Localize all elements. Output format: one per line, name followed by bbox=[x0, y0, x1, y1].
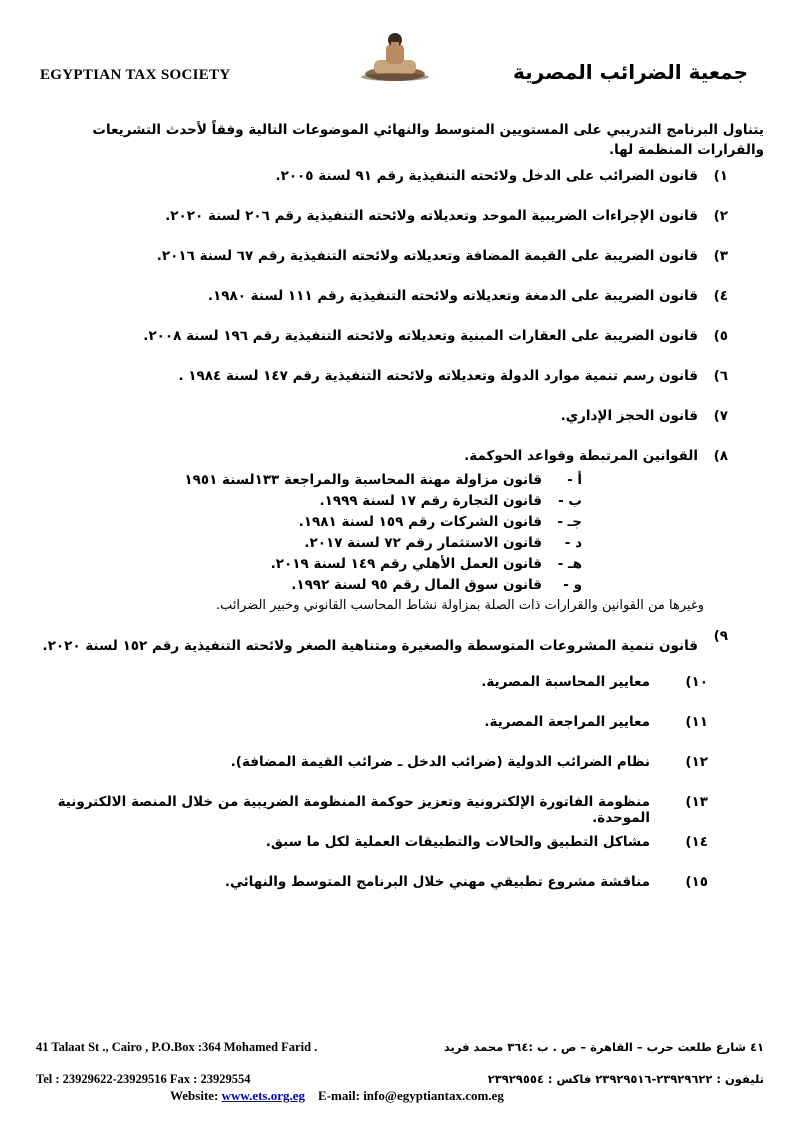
phone-ar: تليفون : ٢٣٩٢٩٦٢٢-٢٣٩٢٩٥١٦ فاكس : ٢٣٩٢٩٥٥٤ bbox=[487, 1072, 764, 1086]
list-item bbox=[36, 208, 764, 248]
list-item bbox=[36, 754, 764, 794]
sub-list bbox=[36, 472, 764, 598]
sub-item-text: قانون العمل الأهلي رقم ١٤٩ لسنة ٢٠١٩. bbox=[270, 556, 542, 572]
program-content bbox=[36, 120, 764, 914]
sub-list-item bbox=[36, 556, 582, 577]
item-text: معايير المراجعة المصرية. bbox=[484, 714, 650, 730]
sub-item-letter: ب - bbox=[558, 493, 582, 509]
contact-web-row bbox=[170, 1088, 504, 1104]
item-text: قانون الحجز الإداري. bbox=[560, 408, 698, 424]
item-number: ٥) bbox=[713, 328, 728, 344]
address-en: 41 Talaat St ., Cairo , P.O.Box :364 Mohamed Farid . bbox=[36, 1040, 318, 1054]
item-text: القوانين المرتبطة وقواعد الحوكمة. bbox=[464, 448, 698, 464]
email-label: E-mail: bbox=[318, 1088, 360, 1103]
item-number: ٨) bbox=[713, 448, 728, 464]
sub-item-text: قانون الاستثمار رقم ٧٢ لسنة ٢٠١٧. bbox=[304, 535, 542, 551]
list-item bbox=[36, 408, 764, 448]
list-item bbox=[36, 248, 764, 288]
item-number: ١٤) bbox=[685, 834, 708, 850]
society-name-en: EGYPTIAN TAX SOCIETY bbox=[40, 67, 231, 83]
sub-item-text: قانون سوق المال رقم ٩٥ لسنة ١٩٩٢. bbox=[291, 577, 542, 593]
list-item bbox=[36, 628, 764, 664]
sub-item-text: قانون التجارة رقم ١٧ لسنة ١٩٩٩. bbox=[319, 493, 542, 509]
sub-item-letter: جـ - bbox=[557, 514, 582, 530]
related-laws-note: وغيرها من القوانين والقرارات ذات الصلة بمزاولة نشاط المحاسب القانوني وخبير الضرائب. bbox=[215, 598, 704, 613]
list-item bbox=[36, 368, 764, 408]
sub-list-item bbox=[36, 514, 582, 535]
item-text: قانون الضريبة على الدمغة وتعديلاته ولائحته التنفيذية رقم ١١١ لسنة ١٩٨٠. bbox=[207, 288, 698, 304]
item-number: ٢) bbox=[713, 208, 728, 224]
item-text: قانون تنمية المشروعات المتوسطة والصغيرة ومتناهية الصغر ولائحته التنفيذية رقم ١٥٢ لسنة ٢٠٢٠. bbox=[42, 638, 698, 654]
list-item bbox=[36, 794, 764, 834]
list-item bbox=[36, 874, 764, 914]
email-address[interactable]: info@egyptiantax.com.eg bbox=[363, 1088, 504, 1103]
main-list bbox=[36, 168, 764, 472]
standards-list bbox=[36, 674, 764, 914]
item-text: قانون رسم تنمية موارد الدولة وتعديلاته ولائحته التنفيذية رقم ١٤٧ لسنة ١٩٨٤ . bbox=[178, 368, 698, 384]
list-item bbox=[36, 714, 764, 754]
item-text: مشاكل التطبيق والحالات والتطبيقات العملية لكل ما سبق. bbox=[265, 834, 650, 850]
item-number: ١١) bbox=[685, 714, 708, 730]
seated-scribe-statue-icon bbox=[360, 30, 430, 82]
item-number: ١٥) bbox=[685, 874, 708, 890]
sub-item-letter: و - bbox=[563, 577, 582, 593]
item-text: قانون الضريبة على العقارات المبنية وتعديلاته ولائحته التنفيذية رقم ١٩٦ لسنة ٢٠٠٨. bbox=[143, 328, 698, 344]
website-link[interactable]: www.ets.org.eg bbox=[221, 1088, 306, 1103]
sub-item-letter: أ - bbox=[567, 472, 582, 488]
item-text: قانون الإجراءات الضريبية الموحد وتعديلاته ولائحته التنفيذية رقم ٢٠٦ لسنة ٢٠٢٠. bbox=[165, 208, 698, 224]
phone-en: Tel : 23929622-23929516 Fax : 23929554 bbox=[36, 1072, 251, 1086]
sub-item-text: قانون مزاولة مهنة المحاسبة والمراجعة ١٣٣لسنة ١٩٥١ bbox=[184, 472, 542, 488]
item-text: مناقشة مشروع تطبيقي مهني خلال البرنامج المتوسط والنهائي. bbox=[224, 874, 650, 890]
sub-item-letter: هـ - bbox=[557, 556, 582, 572]
list-item bbox=[36, 168, 764, 208]
sub-item-text: قانون الشركات رقم ١٥٩ لسنة ١٩٨١. bbox=[298, 514, 542, 530]
item-text: قانون الضرائب على الدخل ولائحته التنفيذية رقم ٩١ لسنة ٢٠٠٥. bbox=[275, 168, 698, 184]
list-item bbox=[36, 288, 764, 328]
sub-list-item bbox=[36, 535, 582, 556]
sub-list-item bbox=[36, 577, 582, 598]
item-text: معايير المحاسبة المصرية. bbox=[481, 674, 650, 690]
item-number: ١٣) bbox=[685, 794, 708, 810]
list-item bbox=[36, 674, 764, 714]
sub-list-item bbox=[36, 472, 582, 493]
item-number: ١٠) bbox=[685, 674, 708, 690]
list-item bbox=[36, 834, 764, 874]
item-number: ١) bbox=[713, 168, 728, 184]
item-number: ١٢) bbox=[685, 754, 708, 770]
sub-list-item bbox=[36, 493, 582, 514]
item-text: منظومة الفاتورة الإلكترونية وتعزيز حوكمة المنظومة الضريبية من خلال المنصة الالكترونية الموحدة. bbox=[57, 794, 650, 826]
footer-address-row bbox=[36, 1040, 764, 1072]
item-number: ٤) bbox=[713, 288, 728, 304]
intro-paragraph: يتناول البرنامج التدريبي على المستويين المتوسط والنهائي الموضوعات التالية وفقاً لأحدث التشريعات والقرارات المنظمة لها. bbox=[92, 122, 764, 158]
website-label: Website: bbox=[170, 1088, 219, 1103]
item-number: ٦) bbox=[713, 368, 728, 384]
item-number: ٩) bbox=[713, 628, 728, 644]
item-number: ٧) bbox=[713, 408, 728, 424]
item-text: نظام الضرائب الدولية (ضرائب الدخل ـ ضرائب القيمة المضافة). bbox=[230, 754, 650, 770]
society-name-ar: جمعية الضرائب المصرية bbox=[513, 60, 748, 84]
item-number: ٣) bbox=[713, 248, 728, 264]
sub-item-letter: د - bbox=[564, 535, 582, 551]
item-text: قانون الضريبة على القيمة المضافة وتعديلاته ولائحته التنفيذية رقم ٦٧ لسنة ٢٠١٦. bbox=[156, 248, 698, 264]
list-item bbox=[36, 448, 764, 472]
list-item bbox=[36, 328, 764, 368]
address-ar: ٤١ شارع طلعت حرب – القاهرة – ص . ب :٣٦٤ محمد فريد bbox=[443, 1040, 764, 1054]
